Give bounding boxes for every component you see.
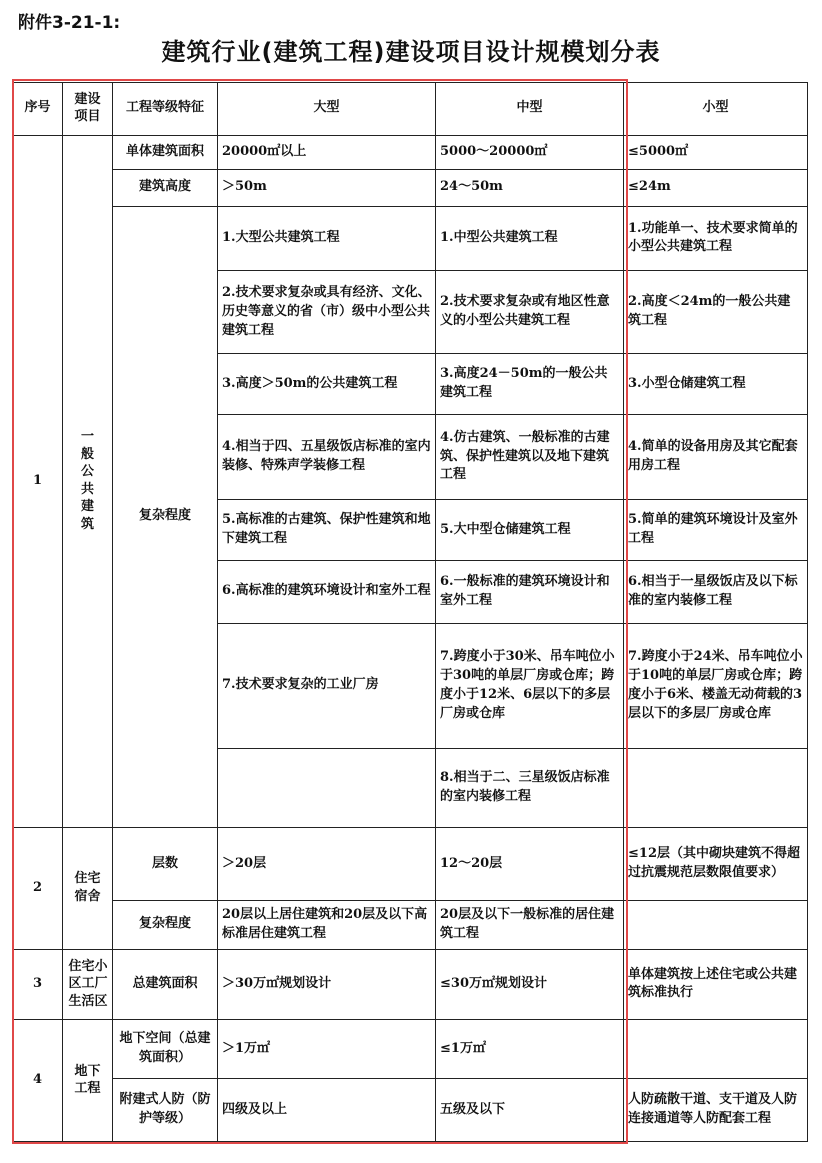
project-1-text: 一般公共建筑 — [80, 429, 94, 532]
table-row — [13, 206, 808, 271]
row-no-3: 3 — [13, 949, 63, 1020]
scale-classification-table — [12, 82, 808, 1142]
feature-total-area: 总建筑面积 — [113, 949, 218, 1020]
row-project-2 — [63, 828, 113, 949]
complexity-7-medium: 7.跨度小于30米、吊车吨位小于30吨的单层厂房或仓库；跨度小于12米、6层以下的多层厂房或仓库 — [436, 623, 624, 749]
complexity-4-large: 4.相当于四、五星级饭店标准的室内装修、特殊声学装修工程 — [218, 415, 436, 500]
complexity-8-medium: 8.相当于二、三星级饭店标准的室内装修工程 — [436, 749, 624, 828]
underground-space-small — [624, 1020, 808, 1079]
total-area-small: 单体建筑按上述住宅或公共建筑标准执行 — [624, 949, 808, 1020]
complexity-7-large: 7.技术要求复杂的工业厂房 — [218, 623, 436, 749]
floors-large: ＞20层 — [218, 828, 436, 901]
feature-floors: 层数 — [113, 828, 218, 901]
feature-residential-complexity: 复杂程度 — [113, 900, 218, 949]
civil-defense-large: 四级及以上 — [218, 1079, 436, 1142]
height-medium: 24～50m — [436, 170, 624, 206]
table-row — [13, 949, 808, 1020]
area-medium: 5000～20000㎡ — [436, 135, 624, 169]
complexity-2-large: 2.技术要求复杂或具有经济、文化、历史等意义的省（市）级中小型公共建筑工程 — [218, 271, 436, 354]
project-2-text: 住宅宿舍 — [74, 871, 101, 904]
header-large: 大型 — [218, 83, 436, 136]
table-row — [13, 135, 808, 169]
floors-medium: 12～20层 — [436, 828, 624, 901]
table-row — [13, 1020, 808, 1079]
civil-defense-small: 人防疏散干道、支干道及人防连接通道等人防配套工程 — [624, 1079, 808, 1142]
height-small: ≤24m — [624, 170, 808, 206]
height-large: ＞50m — [218, 170, 436, 206]
table-row — [13, 170, 808, 206]
row-project-4 — [63, 1020, 113, 1142]
row-project-1 — [63, 135, 113, 827]
row-project-3 — [63, 949, 113, 1020]
complexity-5-large: 5.高标准的古建筑、保护性建筑和地下建筑工程 — [218, 500, 436, 561]
row-no-2: 2 — [13, 828, 63, 949]
header-small: 小型 — [624, 83, 808, 136]
complexity-1-large: 1.大型公共建筑工程 — [218, 206, 436, 271]
total-area-large: ＞30万㎡规划设计 — [218, 949, 436, 1020]
civil-defense-medium: 五级及以下 — [436, 1079, 624, 1142]
project-3-text: 住宅小区工厂生活区 — [68, 958, 108, 1009]
feature-height: 建筑高度 — [113, 170, 218, 206]
residential-complexity-large: 20层以上居住建筑和20层及以下高标准居住建筑工程 — [218, 900, 436, 949]
complexity-1-medium: 1.中型公共建筑工程 — [436, 206, 624, 271]
feature-underground-space: 地下空间（总建筑面积） — [113, 1020, 218, 1079]
complexity-4-small: 4.简单的设备用房及其它配套用房工程 — [624, 415, 808, 500]
complexity-7-small: 7.跨度小于24米、吊车吨位小于10吨的单层厂房或仓库；跨度小于6米、楼盖无动荷载的3层以下的多层厂房或仓库 — [624, 623, 808, 749]
area-large: 20000㎡以上 — [218, 135, 436, 169]
complexity-3-large: 3.高度＞50m的公共建筑工程 — [218, 354, 436, 415]
complexity-4-medium: 4.仿古建筑、一般标准的古建筑、保护性建筑以及地下建筑工程 — [436, 415, 624, 500]
table-row — [13, 828, 808, 901]
table-row — [13, 1079, 808, 1142]
header-no: 序号 — [13, 83, 63, 136]
complexity-6-small: 6.相当于一星级饭店及以下标准的室内装修工程 — [624, 560, 808, 623]
area-small: ≤5000㎡ — [624, 135, 808, 169]
project-4-text: 地下工程 — [74, 1063, 101, 1097]
complexity-2-medium: 2.技术要求复杂或有地区性意义的小型公共建筑工程 — [436, 271, 624, 354]
row-no-1: 1 — [13, 135, 63, 827]
complexity-1-small: 1.功能单一、技术要求简单的小型公共建筑工程 — [624, 206, 808, 271]
underground-space-large: ＞1万㎡ — [218, 1020, 436, 1079]
complexity-2-small: 2.高度＜24m的一般公共建筑工程 — [624, 271, 808, 354]
total-area-medium: ≤30万㎡规划设计 — [436, 949, 624, 1020]
complexity-3-medium: 3.高度24－50m的一般公共建筑工程 — [436, 354, 624, 415]
attachment-label: 附件3-21-1: — [18, 13, 121, 33]
complexity-5-small: 5.简单的建筑环境设计及室外工程 — [624, 500, 808, 561]
complexity-6-large: 6.高标准的建筑环境设计和室外工程 — [218, 560, 436, 623]
complexity-5-medium: 5.大中型仓储建筑工程 — [436, 500, 624, 561]
feature-complexity: 复杂程度 — [113, 206, 218, 828]
page-title: 建筑行业(建筑工程)建设项目设计规模划分表 — [161, 38, 661, 66]
complexity-8-small — [624, 749, 808, 828]
underground-space-medium: ≤1万㎡ — [436, 1020, 624, 1079]
header-feature: 工程等级特征 — [113, 83, 218, 136]
complexity-6-medium: 6.一般标准的建筑环境设计和室外工程 — [436, 560, 624, 623]
header-project — [63, 83, 113, 136]
header-row — [13, 83, 808, 136]
header-project-text: 建设项目 — [74, 91, 101, 125]
floors-small: ≤12层（其中砌块建筑不得超过抗震规范层数限值要求） — [624, 828, 808, 901]
header-medium: 中型 — [436, 83, 624, 136]
table-row — [13, 900, 808, 949]
complexity-3-small: 3.小型仓储建筑工程 — [624, 354, 808, 415]
feature-area: 单体建筑面积 — [113, 135, 218, 169]
residential-complexity-small — [624, 900, 808, 949]
complexity-8-large — [218, 749, 436, 828]
row-no-4: 4 — [13, 1020, 63, 1142]
residential-complexity-medium: 20层及以下一般标准的居住建筑工程 — [436, 900, 624, 949]
feature-civil-defense: 附建式人防（防护等级） — [113, 1079, 218, 1142]
